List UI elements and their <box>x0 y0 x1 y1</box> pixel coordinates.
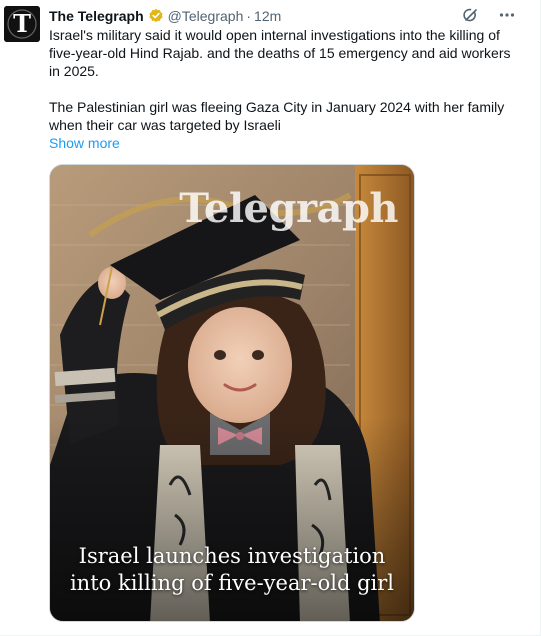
tweet-header <box>49 6 281 26</box>
media-headline-line-2: into killing of five-year-old girl <box>69 571 395 595</box>
separator-dot: · <box>246 8 252 24</box>
handle[interactable]: @Telegraph <box>167 8 244 24</box>
tweet-paragraph-2: The Palestinian girl was fleeing Gaza City in January 2024 with her family when their car was targeted by Israeli <box>49 99 505 133</box>
media-headline-line-1: Israel launches investigation <box>78 544 386 568</box>
tweet-media-image[interactable] <box>49 164 415 622</box>
more-dots-icon[interactable] <box>496 4 518 26</box>
tweet-paragraph-1: Israel's military said it would open internal investigations into the killing of five-year-old Hind Rajab. and the deaths of 15 emergency and aid workers in 2025. <box>49 27 511 79</box>
telegraph-watermark: Telegraph <box>179 185 398 232</box>
grok-icon[interactable] <box>460 4 482 26</box>
tweet-text <box>49 26 519 134</box>
tweet-top-actions <box>460 4 518 26</box>
svg-text:T: T <box>13 9 31 38</box>
media-headline <box>50 543 414 597</box>
display-name[interactable]: The Telegraph <box>49 8 144 24</box>
avatar[interactable] <box>4 6 40 42</box>
timestamp[interactable]: 12m <box>254 8 282 24</box>
telegraph-logo-icon <box>4 6 40 42</box>
show-more-link[interactable]: Show more <box>49 135 120 151</box>
gold-check-badge-icon <box>148 8 164 24</box>
